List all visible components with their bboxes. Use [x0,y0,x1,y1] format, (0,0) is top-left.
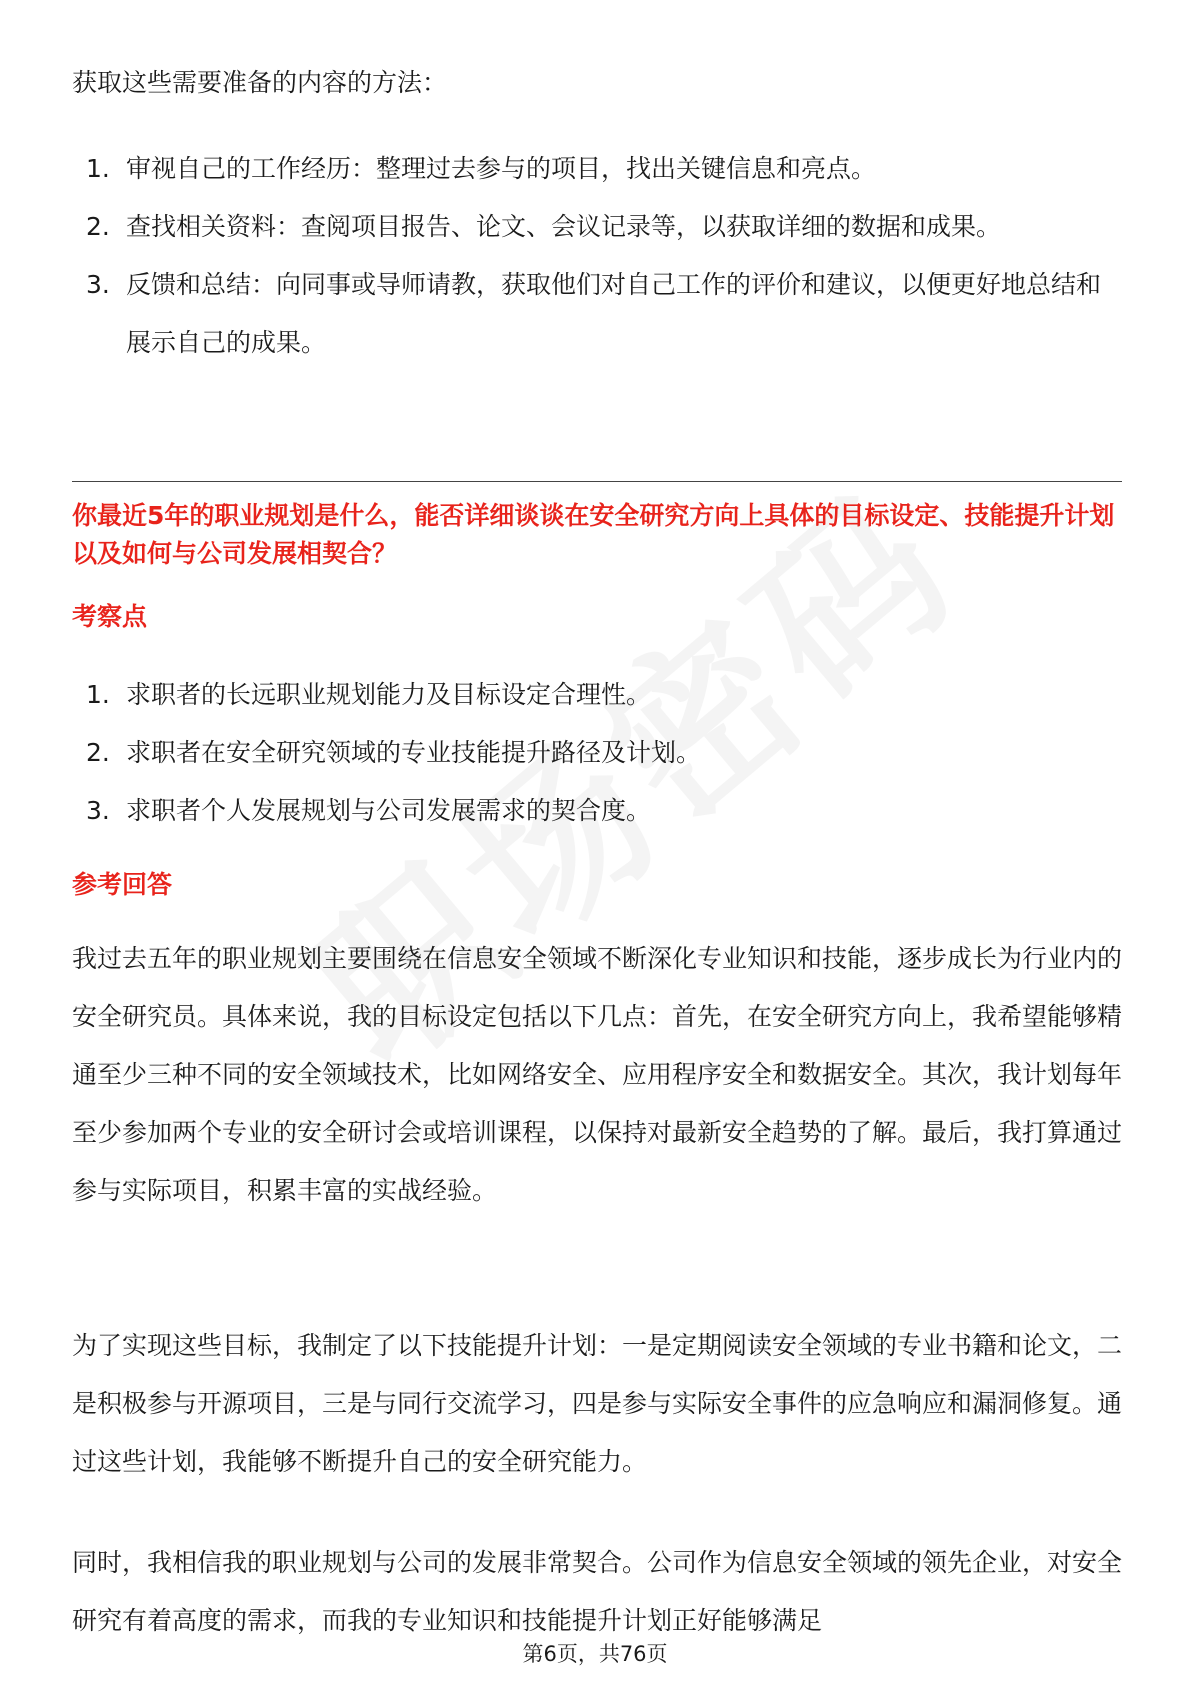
list-item [72,140,1122,198]
list-number: 1. [86,680,110,709]
list-item-text: 求职者的长远职业规划能力及目标设定合理性。 [126,680,652,709]
answer-heading: 参考回答 [72,870,173,899]
list-item [72,724,1122,782]
checkpoints-heading: 考察点 [72,602,148,631]
list-number: 3. [86,270,110,299]
interview-question: 你最近5年的职业规划是什么，能否详细谈谈在安全研究方向上具体的目标设定、技能提升计划以及如何与公司发展相契合？ [72,501,1115,568]
list-item-text: 反馈和总结：向同事或导师请教，获取他们对自己工作的评价和建议，以便更好地总结和展示自己的成果。 [126,270,1102,357]
list-item [72,782,1122,840]
checkpoints-list [72,666,1122,840]
list-item [72,256,1122,372]
intro-text: 获取这些需要准备的内容的方法： [72,68,448,97]
list-item-text: 查找相关资料：查阅项目报告、论文、会议记录等，以获取详细的数据和成果。 [126,212,1002,241]
section-divider [72,481,1122,482]
list-number: 3. [86,796,110,825]
list-item-text: 求职者在安全研究领域的专业技能提升路径及计划。 [126,738,702,767]
list-item-text: 求职者个人发展规划与公司发展需求的契合度。 [126,796,652,825]
list-item [72,198,1122,256]
answer-paragraph: 为了实现这些目标，我制定了以下技能提升计划：一是定期阅读安全领域的专业书籍和论文，二是积极参与开源项目，三是与同行交流学习，四是参与实际安全事件的应急响应和漏洞修复。通过这些计划，我能够不断提升自己的安全研究能力。 [72,1331,1123,1476]
answer-paragraph: 我过去五年的职业规划主要围绕在信息安全领域不断深化专业知识和技能，逐步成长为行业内的安全研究员。具体来说，我的目标设定包括以下几点：首先，在安全研究方向上，我希望能够精通至少三种不同的安全领域技术，比如网络安全、应用程序安全和数据安全。其次，我计划每年至少参加两个专业的安全研讨会或培训课程，以保持对最新安全趋势的了解。最后，我打算通过参与实际项目，积累丰富的实战经验。 [72,944,1123,1205]
list-number: 1. [86,154,110,183]
list-item-text: 审视自己的工作经历：整理过去参与的项目，找出关键信息和亮点。 [126,154,877,183]
list-item [72,666,1122,724]
page-footer: 第6页，共76页 [522,1642,668,1666]
list-number: 2. [86,738,110,767]
methods-list [72,140,1122,372]
list-number: 2. [86,212,110,241]
answer-paragraph: 同时，我相信我的职业规划与公司的发展非常契合。公司作为信息安全领域的领先企业，对安全研究有着高度的需求，而我的专业知识和技能提升计划正好能够满足 [72,1548,1123,1635]
